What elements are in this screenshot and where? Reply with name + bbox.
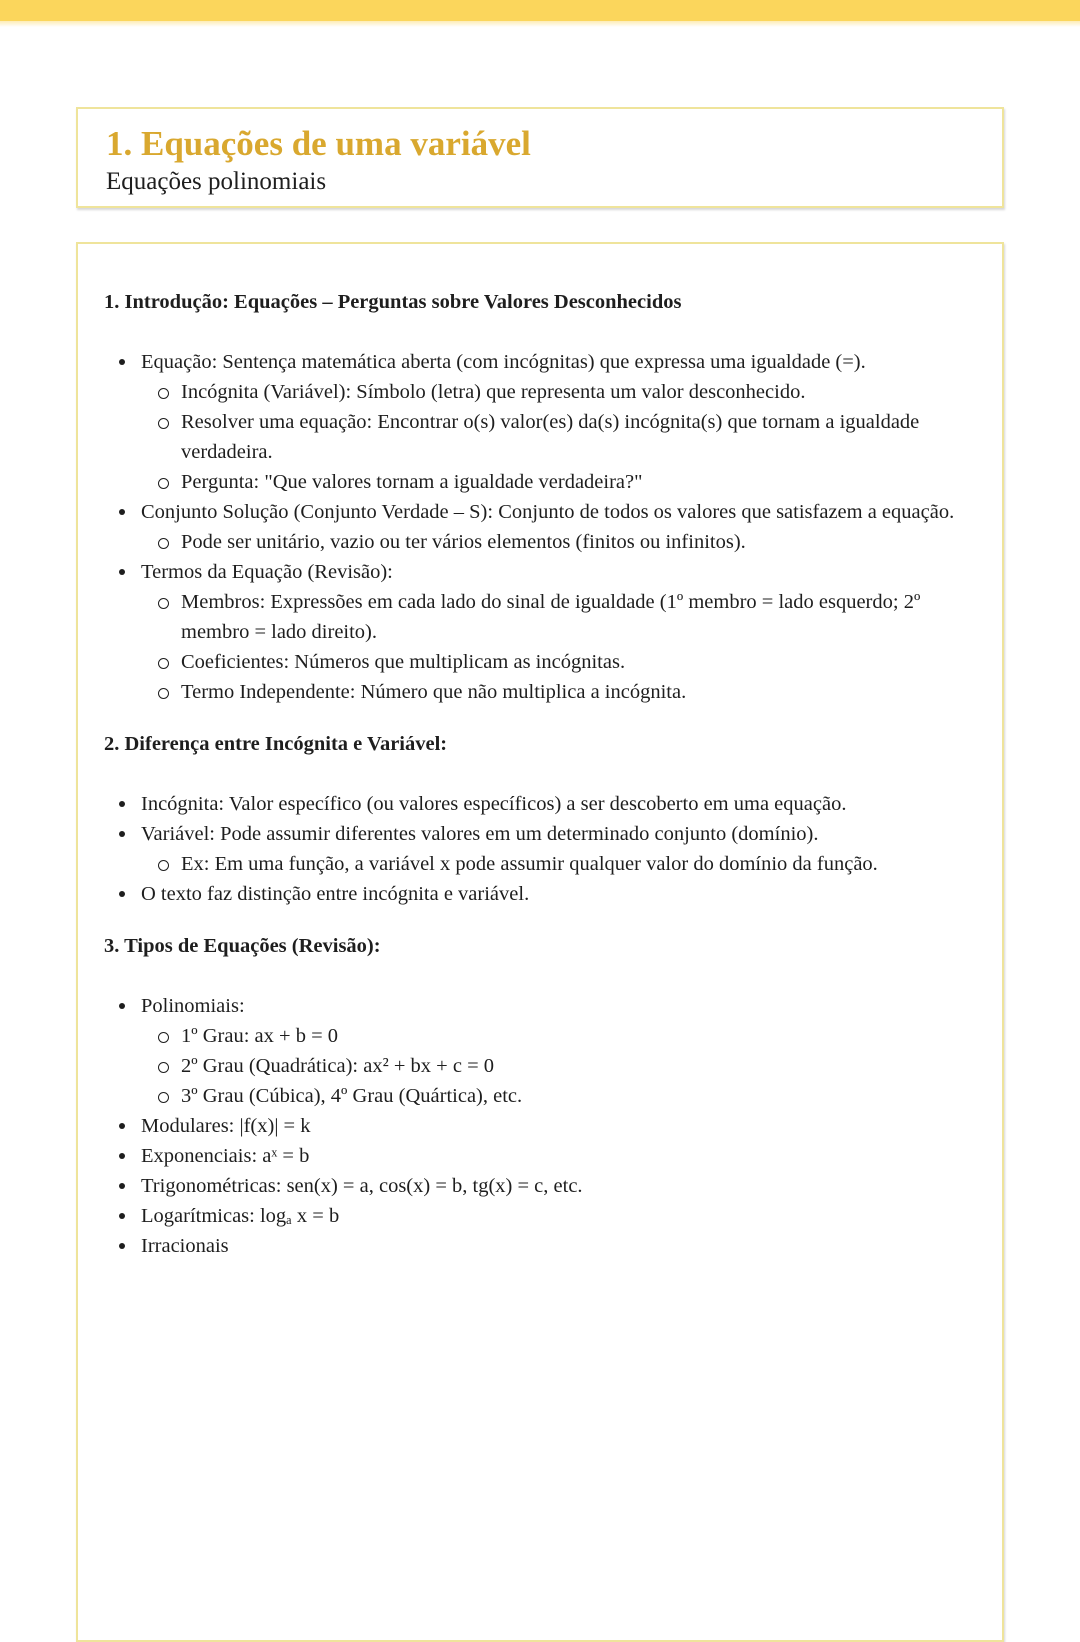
list-item bbox=[104, 377, 976, 407]
list-item bbox=[104, 467, 976, 497]
list-item bbox=[104, 647, 976, 677]
section-header: 1. Introdução: Equações – Perguntas sobre Valores Desconhecidos bbox=[104, 291, 682, 313]
list-item-text: 1º Grau: ax + b = 0 bbox=[181, 1025, 339, 1047]
list-item bbox=[104, 991, 976, 1021]
list-item-text: O texto faz distinção entre incógnita e variável. bbox=[141, 883, 530, 905]
section-header: 2. Diferença entre Incógnita e Variável: bbox=[104, 733, 448, 755]
list-item bbox=[104, 879, 976, 909]
list-item-text: Membros: Expressões em cada lado do sinal de igualdade (1º membro = lado esquerdo; 2º membro = lado direito). bbox=[181, 591, 921, 643]
list-item bbox=[104, 677, 976, 707]
bullet-icon bbox=[118, 557, 141, 587]
list-item-text: Pergunta: "Que valores tornam a igualdade verdadeira?" bbox=[181, 471, 643, 493]
list-item bbox=[104, 1201, 976, 1231]
circle-icon bbox=[158, 587, 181, 647]
list-item-text: Termo Independente: Número que não multiplica a incógnita. bbox=[181, 681, 687, 703]
circle-icon bbox=[158, 527, 181, 557]
top-accent-bar bbox=[0, 0, 1080, 21]
list-item-text: Incógnita (Variável): Símbolo (letra) que representa um valor desconhecido. bbox=[181, 381, 806, 403]
bullet-icon bbox=[118, 1201, 141, 1231]
bullet-icon bbox=[118, 879, 141, 909]
circle-icon bbox=[158, 467, 181, 497]
list-item bbox=[104, 1111, 976, 1141]
list-item bbox=[104, 1051, 976, 1081]
list bbox=[104, 991, 976, 1261]
circle-icon bbox=[158, 677, 181, 707]
circle-icon bbox=[158, 647, 181, 677]
list-item bbox=[104, 407, 976, 467]
list-item bbox=[104, 587, 976, 647]
page-title: 1. Equações de uma variável bbox=[106, 124, 531, 163]
bullet-icon bbox=[118, 1141, 141, 1171]
title-card bbox=[76, 107, 1004, 208]
list-item-text: Equação: Sentença matemática aberta (com incógnitas) que expressa uma igualdade (=). bbox=[141, 351, 866, 373]
list-item bbox=[104, 1231, 976, 1261]
list bbox=[104, 347, 976, 707]
list-item bbox=[104, 1081, 976, 1111]
list-item bbox=[104, 347, 976, 377]
circle-icon bbox=[158, 1081, 181, 1111]
list-item-text: 2º Grau (Quadrática): ax² + bx + c = 0 bbox=[181, 1055, 495, 1077]
bullet-icon bbox=[118, 1171, 141, 1201]
bullet-icon bbox=[118, 347, 141, 377]
bullet-icon bbox=[118, 819, 141, 849]
list-item bbox=[104, 557, 976, 587]
list-item-text: Ex: Em uma função, a variável x pode assumir qualquer valor do domínio da função. bbox=[181, 853, 878, 875]
list-item-text: Variável: Pode assumir diferentes valores em um determinado conjunto (domínio). bbox=[141, 823, 819, 845]
list-item bbox=[104, 849, 976, 879]
list-item-text: Exponenciais: aˣ = b bbox=[141, 1145, 310, 1167]
list-item-text: Termos da Equação (Revisão): bbox=[141, 561, 393, 583]
list-item-text: Resolver uma equação: Encontrar o(s) valor(es) da(s) incógnita(s) que tornam a igualdade verdadeira. bbox=[181, 411, 920, 463]
list-item-text: Polinomiais: bbox=[141, 995, 245, 1017]
bullet-icon bbox=[118, 1231, 141, 1261]
list-item bbox=[104, 819, 976, 849]
bullet-icon bbox=[118, 991, 141, 1021]
list-item bbox=[104, 1021, 976, 1051]
circle-icon bbox=[158, 407, 181, 467]
list-item-text: Modulares: |f(x)| = k bbox=[141, 1115, 311, 1137]
circle-icon bbox=[158, 849, 181, 879]
section-diferenca bbox=[104, 729, 976, 909]
section-introducao bbox=[104, 287, 976, 707]
bullet-icon bbox=[118, 497, 141, 527]
list-item-text: Coeficientes: Números que multiplicam as incógnitas. bbox=[181, 651, 626, 673]
content-card bbox=[76, 242, 1004, 1642]
section-header: 3. Tipos de Equações (Revisão): bbox=[104, 935, 381, 957]
bullet-icon bbox=[118, 789, 141, 819]
circle-icon bbox=[158, 377, 181, 407]
list-item bbox=[104, 789, 976, 819]
list-item-text: Irracionais bbox=[141, 1235, 229, 1257]
list-item bbox=[104, 497, 976, 527]
page-subtitle: Equações polinomiais bbox=[106, 168, 327, 195]
list-item-text: Trigonométricas: sen(x) = a, cos(x) = b, tg(x) = c, etc. bbox=[141, 1175, 583, 1197]
list-item-text: Pode ser unitário, vazio ou ter vários elementos (finitos ou infinitos). bbox=[181, 531, 746, 553]
circle-icon bbox=[158, 1051, 181, 1081]
list-item bbox=[104, 1171, 976, 1201]
list-item-text: Conjunto Solução (Conjunto Verdade – S): Conjunto de todos os valores que satisfazem a equação. bbox=[141, 501, 955, 523]
list-item-text: Incógnita: Valor específico (ou valores específicos) a ser descoberto em uma equação. bbox=[141, 793, 847, 815]
list-item-text: 3º Grau (Cúbica), 4º Grau (Quártica), etc. bbox=[181, 1085, 523, 1107]
list-item bbox=[104, 1141, 976, 1171]
section-tipos bbox=[104, 931, 976, 1261]
list-item-text: Logarítmicas: logₐ x = b bbox=[141, 1205, 340, 1227]
list bbox=[104, 789, 976, 909]
list-item bbox=[104, 527, 976, 557]
bullet-icon bbox=[118, 1111, 141, 1141]
circle-icon bbox=[158, 1021, 181, 1051]
